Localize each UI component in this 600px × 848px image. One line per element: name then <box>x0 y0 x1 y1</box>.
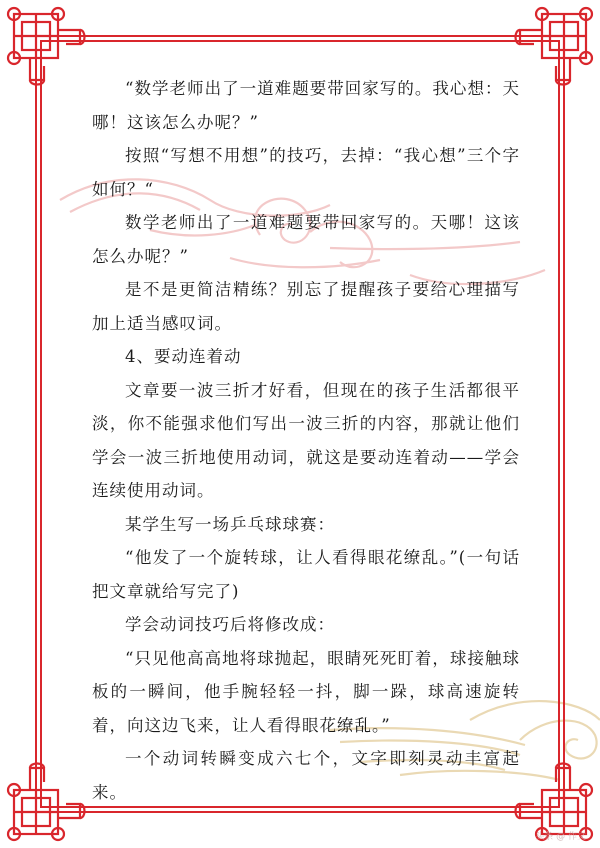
paragraph: “数学老师出了一道难题要带回家写的。我心想：天哪！这该怎么办呢？” <box>92 79 520 132</box>
paragraph: 学会动词技巧后将修改成： <box>125 615 335 634</box>
corner-knot-top-right <box>516 8 593 85</box>
article-body <box>92 72 520 809</box>
paragraph: 按照“写想不用想”的技巧，去掉：“我心想”三个字如何？“ <box>92 146 520 199</box>
corner-knot-bottom-left <box>8 764 85 841</box>
paragraph: 一个动词转瞬变成六七个，文字即刻灵动丰富起来。 <box>92 749 520 802</box>
paragraph: “他发了一个旋转球，让人看得眼花缭乱。”(一句话把文章就给写完了) <box>92 548 520 601</box>
paragraph: “只见他高高地将球抛起，眼睛死死盯着，球接触球板的一瞬间，他手腕轻轻一抖，脚一跺，球高速旋转着，向这边飞来，让人看得眼花缭乱。” <box>92 648 520 735</box>
paragraph: 某学生写一场乒乓球球赛： <box>125 514 335 534</box>
paragraph: 文章要一波三折才好看，但现在的孩子生活都很平淡，你不能强求他们写出一波三折的内容，那就让他们学会一波三折地使用动词，就这是要动连着动——学会连续使用动词。 <box>92 380 520 500</box>
paragraph: 数学老师出了一道难题要带回家写的。天哪！这该怎么办呢？” <box>92 213 520 266</box>
paragraph: 是不是更简洁精练？别忘了提醒孩子要给心理描写加上适当感叹词。 <box>92 280 520 333</box>
watermark: 头条 @ 作文 <box>535 832 586 842</box>
section-heading: 4、要动连着动 <box>125 347 242 366</box>
corner-knot-top-left <box>8 8 85 85</box>
